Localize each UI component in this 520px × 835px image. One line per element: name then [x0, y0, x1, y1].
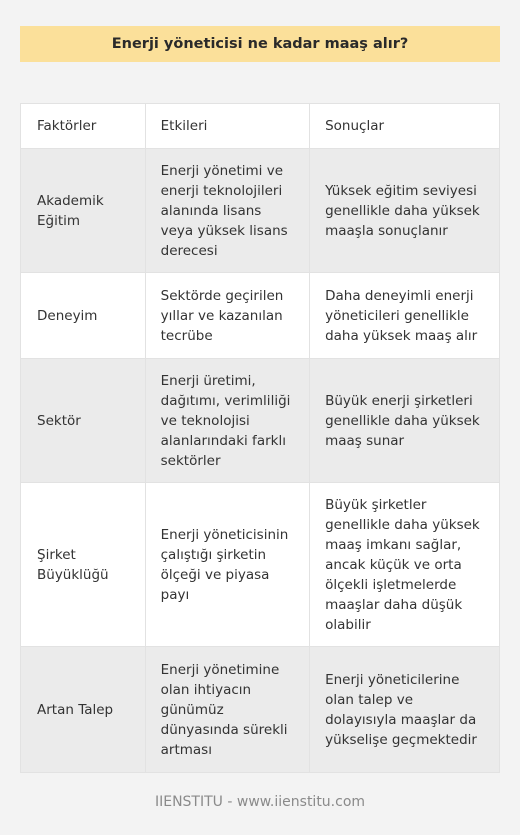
table-row [21, 359, 500, 483]
header-effects: Etkileri [145, 104, 309, 149]
row-result: Yüksek eğitim seviyesi genellikle daha yüksek maaşla sonuçlanır [310, 149, 500, 273]
row-factor: Deneyim [21, 273, 146, 359]
row-result: Büyük enerji şirketleri genellikle daha yüksek maaş sunar [310, 359, 500, 483]
row-result: Daha deneyimli enerji yöneticileri genellikle daha yüksek maaş alır [310, 273, 500, 359]
row-effect: Enerji yönetimi ve enerji teknolojileri alanında lisans veya yüksek lisans derecesi [145, 149, 309, 273]
table-row [21, 647, 500, 773]
table-header-row [21, 104, 500, 149]
row-factor: Sektör [21, 359, 146, 483]
row-effect: Enerji yönetimine olan ihtiyacın günümüz dünyasında sürekli artması [145, 647, 309, 773]
footer-credit: IIENSTITU - www.iienstitu.com [154, 794, 366, 810]
row-effect: Enerji üretimi, dağıtımı, verimliliği ve teknolojisi alanlarındaki farklı sektörler [145, 359, 309, 483]
row-effect: Enerji yöneticisinin çalıştığı şirketin ölçeği ve piyasa payı [145, 483, 309, 647]
table-row [21, 149, 500, 273]
table-row [21, 273, 500, 359]
row-factor: Akademik Eğitim [21, 149, 146, 273]
header-results: Sonuçlar [310, 104, 500, 149]
row-effect: Sektörde geçirilen yıllar ve kazanılan tecrübe [145, 273, 309, 359]
page-title: Enerji yöneticisi ne kadar maaş alır? [20, 26, 500, 62]
row-result: Büyük şirketler genellikle daha yüksek maaş imkanı sağlar, ancak küçük ve orta ölçekli işletmelerde maaşlar daha düşük olabilir [310, 483, 500, 647]
row-result: Enerji yöneticilerine olan talep ve dolayısıyla maaşlar da yükselişe geçmektedir [310, 647, 500, 773]
header-factors: Faktörler [21, 104, 146, 149]
table-row [21, 483, 500, 647]
row-factor: Şirket Büyüklüğü [21, 483, 146, 647]
row-factor: Artan Talep [21, 647, 146, 773]
salary-factors-table [20, 103, 500, 773]
